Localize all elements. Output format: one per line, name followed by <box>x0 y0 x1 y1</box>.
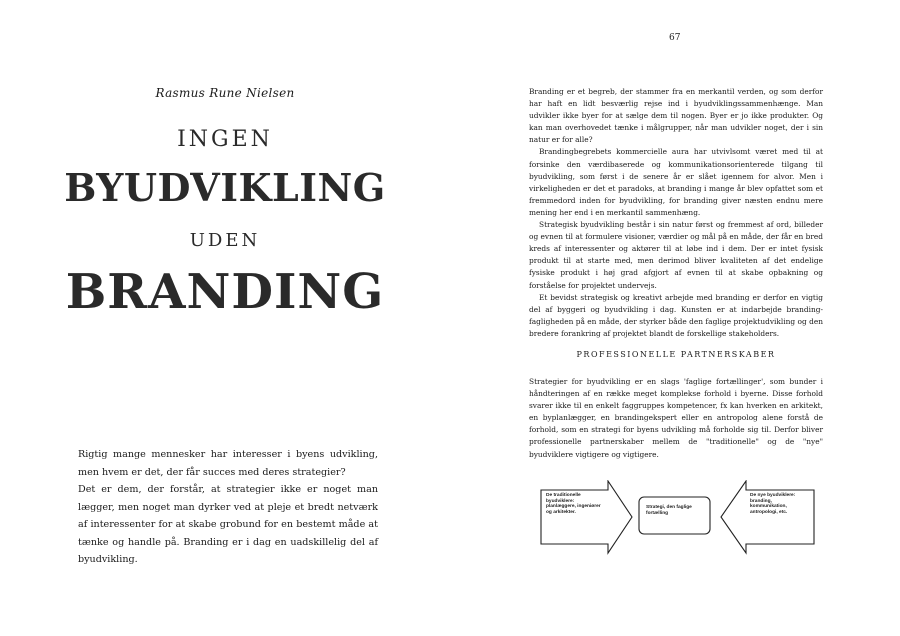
body-paragraph: Strategisk byudvikling består i sin natur først og fremmest af ord, billeder og evnen til at formulere visioner, værdier og mål på en måde, der får en bred kreds af interessenter og aktører til at løbe ind i dem. Der er intet fysisk produkt til at starte med, men derimod bliver kvaliteten af det endelige fysiske produkt i høj grad afgjort af evnen til at skabe opbakning og forståelse for projektet undervejs. <box>529 220 823 290</box>
partnership-diagram <box>540 480 815 555</box>
left-arrow-shape <box>541 481 632 553</box>
body-paragraph: Et bevidst strategisk og kreativt arbejde med branding er derfor en vigtig del af byggeri og byudvikling i dag. Kunsten er at indarbejde branding-fagligheden på en måde, der styrker både den faglige projektudvikling og den bredere forankring af projektet blandt de forskellige stakeholders. <box>529 292 823 338</box>
intro-paragraph: Det er dem, der forstår, at strategier ikke er noget man lægger, men noget man dyrker ved at pleje et bredt netværk af interessenter for at skabe grobund for en bestemt måde at tænke og handle på. Branding er i dag en uadskillelig del af byudvikling. <box>78 484 378 565</box>
section-body <box>529 376 823 461</box>
intro-text <box>78 446 378 569</box>
section-heading: PROFESSIONELLE PARTNERSKABER <box>576 350 776 359</box>
title-line-uden: UDEN <box>189 230 261 251</box>
body-paragraph: Brandingbegrebets kommercielle aura har utvivlsomt været med til at forsinke den værdibaserede og kommunikationsorienterede tilgang til byudvikling, som først i de senere år er slået igennem for alvor. Men i virkeligheden er det et paradoks, at branding i mange år blev opfattet som et fremmedord inden for byudvikling, for branding giver næsten endnu mere mening her end i en merkantil sammenhæng. <box>529 147 823 217</box>
left-box-label: De traditionelle byudviklere: planlæggere, ingeniører og arkitekter. <box>546 493 601 515</box>
title-line-byudvikling: BYUDVIKLING <box>64 165 386 210</box>
body-paragraph: Strategier for byudvikling er en slags 'faglige fortællinger', som bunder i håndteringen af en række meget komplekse forhold i byerne. Disse forhold svarer ikke til en enkelt faggruppes kompetencer, fx kan hverken en arkitekt, en byplanlægger, en brandingekspert eller en antropolog alene forstå de forhold, som en strategi for byens udvikling må forholde sig til. Derfor bliver professionelle partnerskaber mellem de "traditionelle" og de "nye" byudviklere vigtigere og vigtigere. <box>529 377 823 459</box>
title-line-ingen: INGEN <box>177 127 273 152</box>
right-page <box>450 0 900 636</box>
diagram-arrows <box>540 480 815 555</box>
author-name: Rasmus Rune Nielsen <box>155 86 295 100</box>
page-number: 67 <box>669 33 681 43</box>
intro-paragraph: Rigtig mange mennesker har interesser i byens udvikling, men hvem er det, der får succes med deres strategier? <box>78 449 378 478</box>
body-text <box>529 86 823 340</box>
center-box-label: Strategi, den faglige fortælling <box>646 505 692 516</box>
title-line-branding: BRANDING <box>65 264 385 320</box>
body-paragraph: Branding er et begreb, der stammer fra en merkantil verden, og som derfor har haft en lidt besværlig rejse ind i byudviklingssammenhænge. Man udvikler ikke byer for at sælge dem til nogen. Byer er jo ikke produkter. Og kan man overhovedet tænke i målgrupper, når man udvikler noget, der i sin natur er for alle? <box>529 87 823 145</box>
right-box-label: De nye byudviklere: branding, kommunikation, antropologi, etc. <box>750 493 796 515</box>
right-arrow-shape <box>721 481 814 553</box>
